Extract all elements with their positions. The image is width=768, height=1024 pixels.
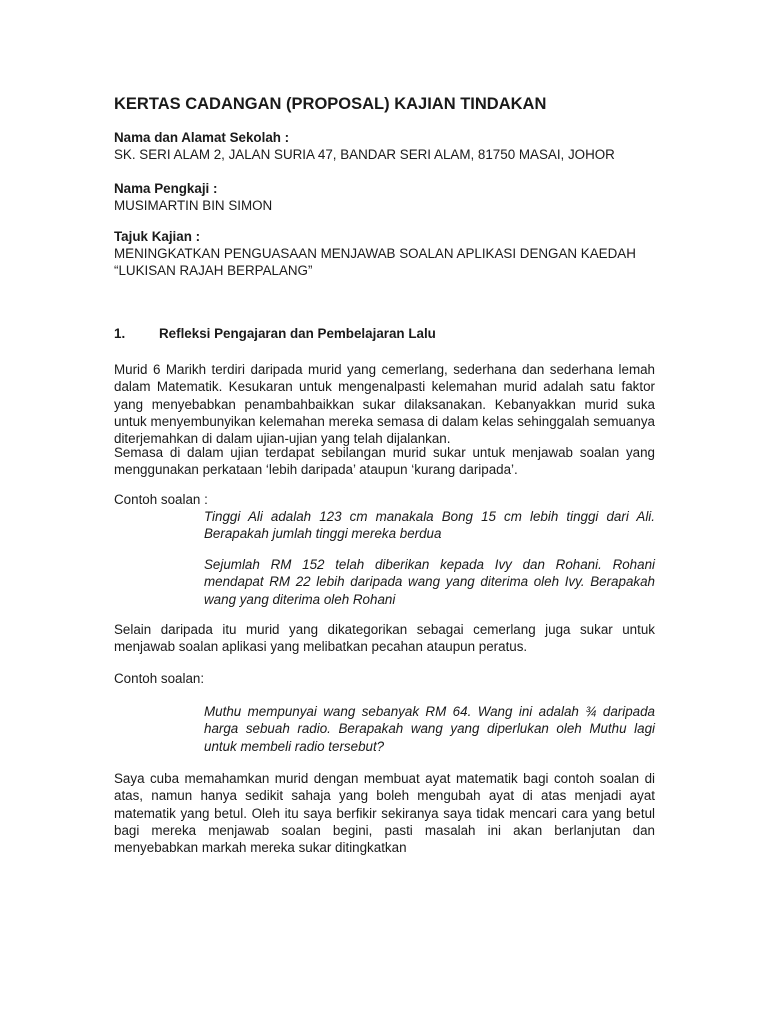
document-title: KERTAS CADANGAN (PROPOSAL) KAJIAN TINDAKAN	[114, 95, 547, 113]
topic-label: Tajuk Kajian :	[114, 229, 201, 244]
school-label: Nama dan Alamat Sekolah :	[114, 130, 290, 145]
school-value: SK. SERI ALAM 2, JALAN SURIA 47, BANDAR SERI ALAM, 81750 MASAI, JOHOR	[114, 147, 615, 162]
topic-line-2: “LUKISAN RAJAH BERPALANG”	[114, 263, 313, 278]
example-label-2: Contoh soalan:	[114, 671, 205, 686]
paragraph-4: Saya cuba memahamkan murid dengan membuat ayat matematik bagi contoh soalan di atas, namun hanya sedikit sahaja yang boleh mengubah ayat di atas menjadi ayat matematik yang betul. Oleh itu saya berfikir sekiranya saya tidak mencari cara yang betul bagi mereka menjawab soalan begini, pasti masalah ini akan berlanjutan dan menyebabkan markah mereka sukar ditingkatkan	[114, 771, 655, 856]
paragraph-3: Selain daripada itu murid yang dikategorikan sebagai cemerlang juga sukar untuk menjawab soalan aplikasi yang melibatkan pecahan ataupun peratus.	[114, 622, 655, 655]
example-question-3: Muthu mempunyai wang sebanyak RM 64. Wang ini adalah ¾ daripada harga sebuah radio. Berapakah wang yang diperlukan oleh Muthu lagi untuk membeli radio tersebut?	[204, 704, 655, 754]
researcher-field	[114, 180, 272, 214]
paragraph-1: Murid 6 Marikh terdiri daripada murid yang cemerlang, sederhana dan sederhana lemah dalam Matematik. Kesukaran untuk mengenalpasti kelemahan murid adalah satu faktor yang menyebabkan penambahbaikkan sukar dilaksanakan. Kebanyakkan murid suka untuk menyembunyikan kelemahan mereka semasa di dalam kelas sehinggalah semuanya diterjemahkan di dalam ujian-ujian yang telah dijalankan.	[114, 362, 655, 447]
section-title: Refleksi Pengajaran dan Pembelajaran Lalu	[159, 326, 436, 341]
section-heading	[114, 326, 436, 341]
example-question-1: Tinggi Ali adalah 123 cm manakala Bong 15 cm lebih tinggi dari Ali. Berapakah jumlah tinggi mereka berdua	[204, 509, 655, 542]
researcher-label: Nama Pengkaji :	[114, 181, 218, 196]
topic-line-1: MENINGKATKAN PENGUASAAN MENJAWAB SOALAN APLIKASI DENGAN KAEDAH	[114, 246, 636, 261]
section-number: 1.	[114, 326, 126, 341]
paragraph-2: Semasa di dalam ujian terdapat sebilangan murid sukar untuk menjawab soalan yang menggunakan perkataan ‘lebih daripada’ ataupun ‘kurang daripada’.	[114, 445, 655, 478]
researcher-value: MUSIMARTIN BIN SIMON	[114, 198, 273, 213]
example-label-1: Contoh soalan :	[114, 492, 208, 507]
topic-field	[114, 228, 636, 279]
school-field	[114, 129, 615, 163]
example-question-2: Sejumlah RM 152 telah diberikan kepada Ivy dan Rohani. Rohani mendapat RM 22 lebih daripada wang yang diterima oleh Ivy. Berapakah wang yang diterima oleh Rohani	[204, 557, 655, 607]
